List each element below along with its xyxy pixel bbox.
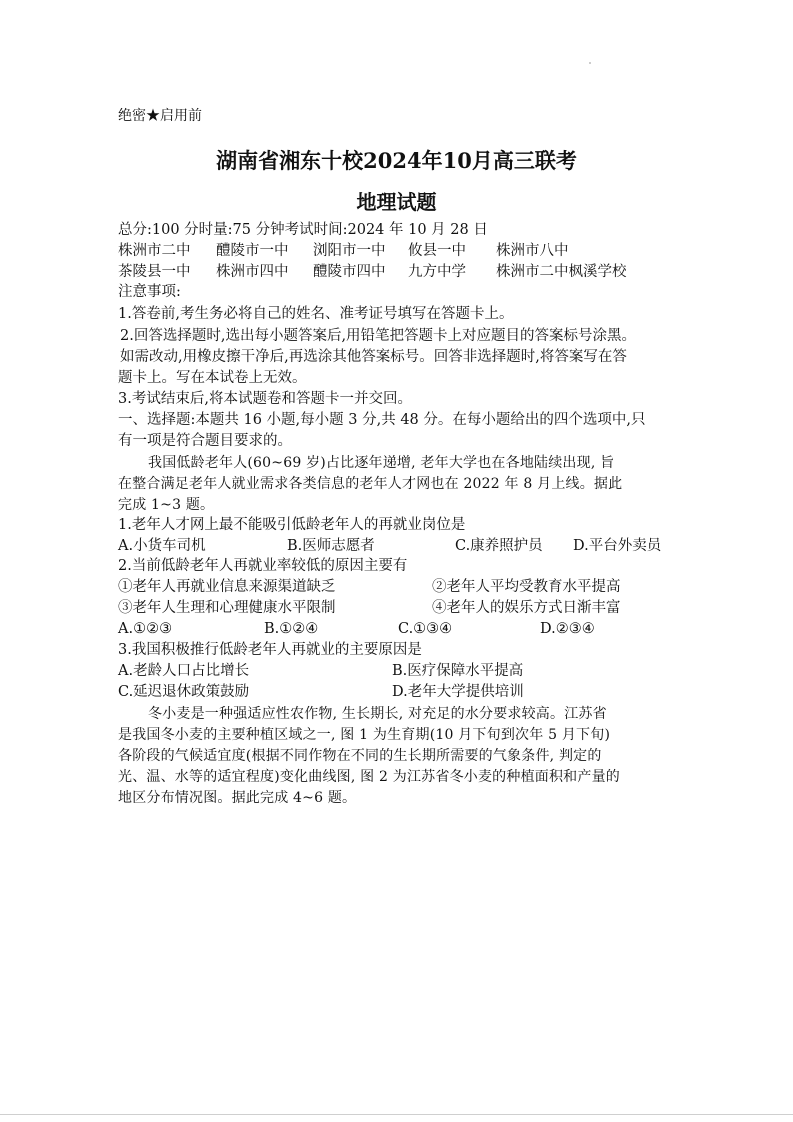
option-b: B.①②④ <box>264 621 319 637</box>
option-d: D.②③④ <box>540 621 595 637</box>
option-a: A.老龄人口占比增长 <box>118 663 250 679</box>
school: 浏阳市一中 <box>313 243 386 259</box>
section-1-instructions: 一、选择题:本题共 16 小题,每小题 3 分,共 48 分。在每小题给出的四个选项中,只 <box>118 412 646 428</box>
confidential-label: 绝密★启用前 <box>118 108 202 124</box>
option-d: D.老年大学提供培训 <box>392 684 524 700</box>
section-1-instructions-cont: 有一项是符合题目要求的。 <box>118 433 292 449</box>
exam-title: 湖南省湘东十校2024年10月高三联考 <box>216 148 577 173</box>
passage-2-line-3: 各阶段的气候适宜度(根据不同作物在不同的生长期所需要的气象条件, 判定的 <box>118 748 602 764</box>
note-2-line-1: 2.回答选择题时,选出每小题答案后,用铅笔把答题卡上对应题目的答案标号涂黑。 <box>120 328 637 344</box>
note-3: 3.考试结束后,将本试题卷和答题卡一并交回。 <box>118 391 412 407</box>
option-a: A.①②③ <box>118 621 173 637</box>
option-c: C.康养照护员 <box>455 538 543 554</box>
passage-1-line-3: 完成 1~3 题。 <box>118 497 215 513</box>
statement-4: ④老年人的娱乐方式日渐丰富 <box>432 600 621 616</box>
note-1: 1.答卷前,考生务必将自己的姓名、准考证号填写在答题卡上。 <box>118 306 514 322</box>
school: 醴陵市一中 <box>216 243 289 259</box>
scan-speck <box>589 62 591 64</box>
passage-2-line-2: 是我国冬小麦的主要种植区域之一, 图 1 为生育期(10 月下旬到次年 5 月下旬) <box>118 727 611 743</box>
statement-2: ②老年人平均受教育水平提高 <box>432 579 621 595</box>
passage-2-line-5: 地区分布情况图。据此完成 4~6 题。 <box>118 790 357 806</box>
school: 株洲市二中 <box>118 243 191 259</box>
option-c: C.延迟退休政策鼓励 <box>118 684 250 700</box>
option-a: A.小货车司机 <box>118 538 206 554</box>
statement-1: ①老年人再就业信息来源渠道缺乏 <box>118 579 336 595</box>
exam-info: 总分:100 分时量:75 分钟考试时间:2024 年 10 月 28 日 <box>118 222 488 238</box>
option-d: D.平台外卖员 <box>573 538 662 554</box>
statement-3: ③老年人生理和心理健康水平限制 <box>118 600 336 616</box>
option-c: C.①③④ <box>398 621 453 637</box>
school: 株洲市八中 <box>496 243 569 259</box>
passage-2-line-4: 光、温、水等的适宜程度)变化曲线图, 图 2 为江苏省冬小麦的种植面积和产量的 <box>118 769 620 785</box>
school: 醴陵市四中 <box>313 264 386 280</box>
school: 株洲市二中枫溪学校 <box>496 264 627 280</box>
school: 九方中学 <box>408 264 466 280</box>
school: 茶陵县一中 <box>118 264 191 280</box>
note-2-line-3: 题卡上。写在本试卷上无效。 <box>118 370 307 386</box>
passage-1-line-1: 我国低龄老年人(60~69 岁)占比逐年递增, 老年大学也在各地陆续出现, 旨 <box>148 455 615 471</box>
option-b: B.医疗保障水平提高 <box>392 663 524 679</box>
school: 株洲市四中 <box>216 264 289 280</box>
school: 攸县一中 <box>408 243 466 259</box>
passage-1-line-2: 在整合满足老年人就业需求各类信息的老年人才网也在 2022 年 8 月上线。据此 <box>118 476 623 492</box>
notes-heading: 注意事项: <box>118 284 181 300</box>
passage-2-line-1: 冬小麦是一种强适应性农作物, 生长期长, 对充足的水分要求较高。江苏省 <box>148 706 607 722</box>
question-2-stem: 2.当前低龄老年人再就业率较低的原因主要有 <box>118 558 408 574</box>
question-1-stem: 1.老年人才网上最不能吸引低龄老年人的再就业岗位是 <box>118 517 466 533</box>
option-b: B.医师志愿者 <box>287 538 375 554</box>
note-2-line-2: 如需改动,用橡皮擦干净后,再选涂其他答案标号。回答非选择题时,将答案写在答 <box>120 349 627 365</box>
exam-subtitle: 地理试题 <box>356 190 437 214</box>
page-bottom-rule <box>0 1114 793 1115</box>
question-3-stem: 3.我国积极推行低龄老年人再就业的主要原因是 <box>118 642 422 658</box>
